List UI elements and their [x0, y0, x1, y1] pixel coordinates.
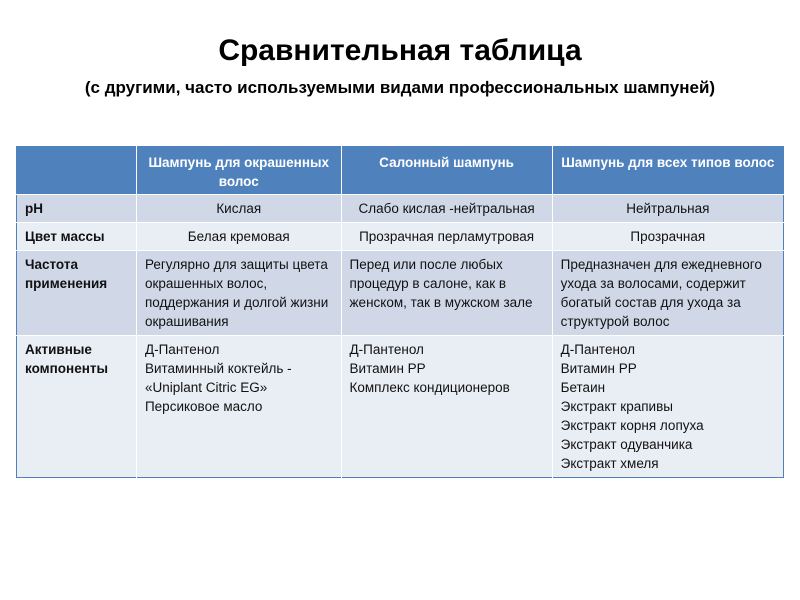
- cell-color-all-types: Прозрачная: [552, 223, 783, 251]
- cell-components-colored: [136, 336, 341, 478]
- row-label-components: Активные компоненты: [17, 336, 137, 478]
- cell-components-salon: [341, 336, 552, 478]
- component-item: Д-Пантенол: [349, 342, 424, 357]
- row-label-ph: pH: [17, 195, 137, 223]
- comparison-table: [16, 146, 784, 478]
- header-cell-empty: [17, 147, 137, 195]
- component-item: Экстракт корня лопуха: [560, 418, 704, 433]
- page-title: Сравнительная таблица: [218, 34, 582, 67]
- cell-color-salon: Прозрачная перламутровая: [341, 223, 552, 251]
- component-item: Д-Пантенол: [560, 342, 635, 357]
- cell-ph-salon: Слабо кислая -нейтральная: [341, 195, 552, 223]
- table-row-color: [17, 223, 784, 251]
- header-all-hair-types-shampoo: Шампунь для всех типов волос: [552, 147, 783, 195]
- component-item: Комплекс кондиционеров: [349, 380, 510, 395]
- cell-frequency-salon: Перед или после любых процедур в салоне, как в женском, так в мужском зале: [341, 251, 552, 336]
- table-row-components: [17, 336, 784, 478]
- row-label-frequency: Частота применения: [17, 251, 137, 336]
- table-row-ph: [17, 195, 784, 223]
- row-label-color: Цвет массы: [17, 223, 137, 251]
- cell-ph-all-types: Нейтральная: [552, 195, 783, 223]
- cell-frequency-all-types: Предназначен для ежедневного ухода за волосами, содержит богатый состав для ухода за структурой волос: [552, 251, 783, 336]
- component-item: Экстракт одуванчика: [560, 437, 693, 452]
- component-item: Витамин РР: [560, 361, 637, 376]
- cell-components-all-types: [552, 336, 783, 478]
- component-item: Экстракт крапивы: [560, 399, 673, 414]
- header-colored-hair-shampoo: Шампунь для окрашенных волос: [136, 147, 341, 195]
- component-item: Витамин РР: [349, 361, 426, 376]
- component-item: Витаминный коктейль - «Uniplant Citric EG»: [144, 361, 292, 395]
- page-subtitle: (с другими, часто используемыми видами профессиональных шампуней): [84, 78, 716, 97]
- cell-color-colored: Белая кремовая: [136, 223, 341, 251]
- cell-frequency-colored: Регулярно для защиты цвета окрашенных волос, поддержания и долгой жизни окрашивания: [136, 251, 341, 336]
- table-header-row: [17, 147, 784, 195]
- component-item: Бетаин: [560, 380, 606, 395]
- component-item: Д-Пантенол: [144, 342, 220, 357]
- component-item: Персиковое масло: [144, 399, 263, 414]
- header-salon-shampoo: Салонный шампунь: [341, 147, 552, 195]
- table-row-frequency: [17, 251, 784, 336]
- cell-ph-colored: Кислая: [136, 195, 341, 223]
- component-item: Экстракт хмеля: [560, 456, 659, 471]
